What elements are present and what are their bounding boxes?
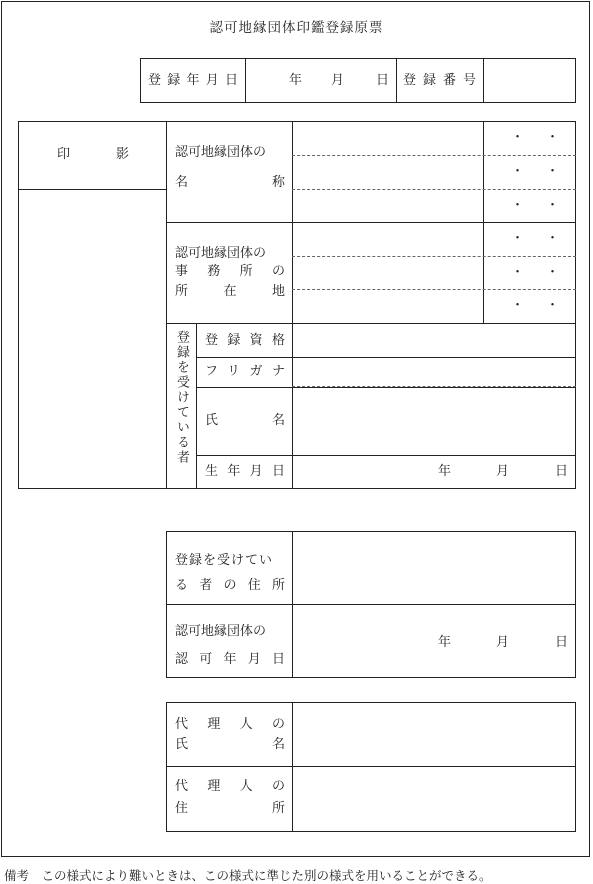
footer-note: 備考 この様式により難いときは、この様式に準じた別の様式を用いることができる。	[4, 868, 492, 883]
office-label-line1: 認可地縁団体の	[175, 246, 267, 261]
agent-name-field[interactable]	[293, 703, 575, 765]
org-name-date-row-2: ・・	[511, 164, 582, 179]
birth-year[interactable]: 年	[438, 464, 452, 479]
org-name-label-line1: 認可地縁団体の	[175, 145, 267, 160]
qualification-label: 登録資格	[205, 333, 285, 348]
org-name-date-row-3: ・・	[511, 198, 582, 213]
birth-day[interactable]: 日	[555, 464, 569, 479]
org-name-field[interactable]	[293, 122, 482, 221]
birth-month[interactable]: 月	[496, 464, 510, 479]
registrant-address-label-line1: 登録を受けてい	[175, 553, 274, 568]
office-date-row-1: ・・	[511, 231, 582, 246]
agent-address-field[interactable]	[293, 767, 575, 831]
name-label: 氏名	[205, 413, 285, 428]
registrant-address-label-line2: る者の住所	[175, 578, 285, 593]
approval-date-label-line2: 認可年月日	[175, 652, 285, 667]
seal-label: 印影	[57, 147, 129, 162]
approval-month[interactable]: 月	[496, 635, 510, 650]
office-date-row-3: ・・	[511, 298, 582, 313]
furigana-field[interactable]	[293, 358, 575, 386]
approval-date-label-line1: 認可地縁団体の	[175, 624, 267, 639]
registration-date-year[interactable]: 年	[289, 73, 303, 88]
registration-date-month[interactable]: 月	[331, 73, 345, 88]
approval-year[interactable]: 年	[438, 635, 452, 650]
office-date-row-2: ・・	[511, 265, 582, 280]
office-label-line2: 事務所の	[175, 264, 285, 279]
registration-date-day[interactable]: 日	[376, 73, 390, 88]
agent-address-label-line2: 住所	[175, 801, 285, 816]
registration-number-label: 登録番号	[403, 73, 476, 88]
registrant-address-field[interactable]	[293, 532, 575, 603]
agent-name-label-line2: 氏名	[175, 737, 285, 752]
office-label-line3: 所在地	[175, 284, 285, 299]
org-name-date-row-1: ・・	[511, 130, 582, 145]
approval-day[interactable]: 日	[555, 635, 569, 650]
birth-date-label: 生年月日	[205, 464, 285, 479]
office-address-field[interactable]	[293, 223, 482, 322]
seal-area[interactable]	[19, 190, 165, 488]
agent-name-label-line1: 代理人の	[175, 717, 285, 732]
registration-date-label: 登録年月日	[148, 73, 238, 88]
qualification-field[interactable]	[293, 324, 575, 357]
name-field[interactable]	[293, 388, 575, 454]
page-title: 認可地縁団体印鑑登録原票	[209, 20, 384, 36]
furigana-label: フリガナ	[205, 364, 285, 379]
org-name-label-line2: 名称	[175, 175, 285, 190]
registrant-label: 登録を受けている者	[174, 330, 189, 465]
agent-address-label-line1: 代理人の	[175, 779, 285, 794]
